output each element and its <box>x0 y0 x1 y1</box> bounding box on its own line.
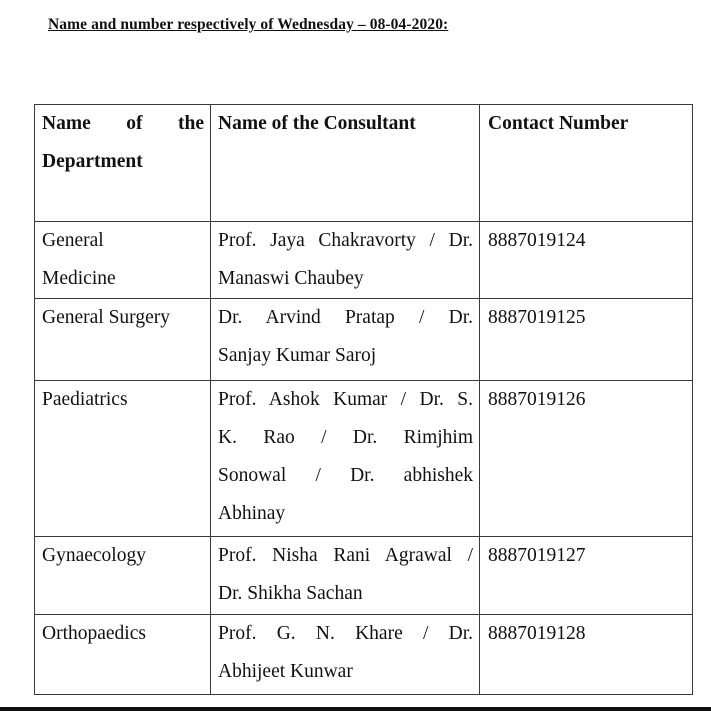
consultant-cell <box>211 615 480 695</box>
table-row <box>35 222 693 299</box>
header-department-word4: Department <box>42 151 143 172</box>
department-cell <box>35 381 211 537</box>
header-department <box>35 105 211 222</box>
contact-number: 8887019124 <box>488 230 586 251</box>
consultant-line: Manaswi Chaubey <box>218 268 364 289</box>
consultant-line: Abhijeet Kunwar <box>218 661 353 682</box>
department-line: General Surgery <box>42 307 170 328</box>
consultant-line: Dr. Arvind Pratap / Dr. <box>218 307 473 328</box>
table-row <box>35 381 693 537</box>
header-department-word1: Name <box>42 113 91 134</box>
contact-cell <box>480 537 693 615</box>
contact-cell <box>480 222 693 299</box>
contact-number: 8887019126 <box>488 389 586 410</box>
department-line: Gynaecology <box>42 545 146 566</box>
table-row <box>35 615 693 695</box>
contact-number: 8887019125 <box>488 307 586 328</box>
consultant-cell <box>211 537 480 615</box>
contact-cell <box>480 381 693 537</box>
consultant-line: Prof. Ashok Kumar / Dr. S. <box>218 389 473 410</box>
consultant-table <box>34 104 693 695</box>
table-row <box>35 299 693 381</box>
header-contact-text: Contact Number <box>488 113 629 134</box>
contact-cell <box>480 299 693 381</box>
contact-number: 8887019127 <box>488 545 586 566</box>
consultant-cell <box>211 299 480 381</box>
department-line: Orthopaedics <box>42 623 146 644</box>
page-heading: Name and number respectively of Wednesday – 08-04-2020: <box>48 16 449 33</box>
header-consultant <box>211 105 480 222</box>
table-row <box>35 537 693 615</box>
header-contact <box>480 105 693 222</box>
header-department-line1 <box>42 105 204 143</box>
department-cell <box>35 615 211 695</box>
contact-cell <box>480 615 693 695</box>
header-department-word2: of <box>126 113 143 134</box>
page-bottom-edge <box>0 707 711 711</box>
department-cell <box>35 537 211 615</box>
table-header-row <box>35 105 693 222</box>
contact-number: 8887019128 <box>488 623 586 644</box>
consultant-line: Prof. Nisha Rani Agrawal / <box>218 545 473 566</box>
consultant-line: Abhinay <box>218 503 286 524</box>
consultant-line: Dr. Shikha Sachan <box>218 583 363 604</box>
consultant-cell <box>211 222 480 299</box>
consultant-line: Prof. G. N. Khare / Dr. <box>218 623 473 644</box>
department-cell <box>35 299 211 381</box>
consultant-line: Sanjay Kumar Saroj <box>218 345 377 366</box>
consultant-cell <box>211 381 480 537</box>
consultant-line: K. Rao / Dr. Rimjhim <box>218 427 473 448</box>
department-line: Paediatrics <box>42 389 128 410</box>
department-cell <box>35 222 211 299</box>
department-line: Medicine <box>42 268 116 289</box>
consultant-line: Sonowal / Dr. abhishek <box>218 465 473 486</box>
header-consultant-text: Name of the Consultant <box>218 113 416 134</box>
consultant-line: Prof. Jaya Chakravorty / Dr. <box>218 230 473 251</box>
department-line: General <box>42 230 104 251</box>
header-department-word3: the <box>177 113 204 134</box>
